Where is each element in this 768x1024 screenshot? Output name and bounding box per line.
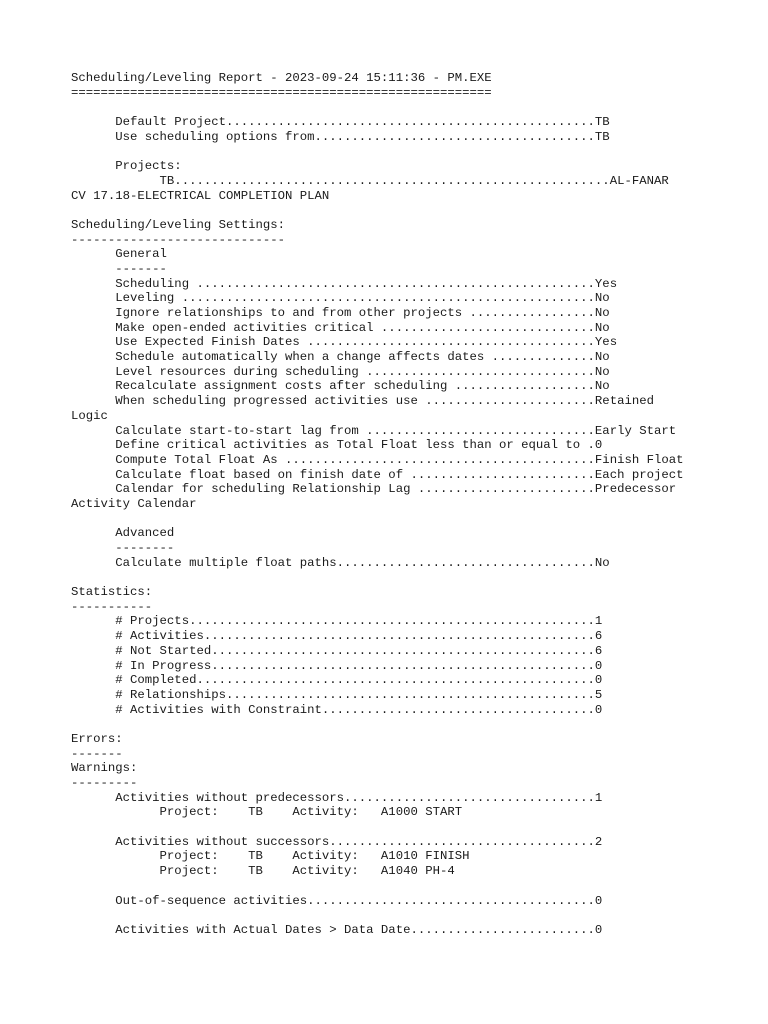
report-line: Project: TB Activity: A1000 START	[71, 805, 463, 820]
report-line: Advanced	[71, 526, 175, 541]
report-line: Activity Calendar	[71, 496, 197, 511]
report-line: # Activities.....................................................6	[71, 629, 603, 644]
report-line: --------	[71, 541, 175, 555]
report-line: =========================================================	[71, 85, 492, 100]
report-line: # Not Started....................................................6	[71, 643, 603, 658]
report-line: Out-of-sequence activities.......................................0	[71, 893, 603, 908]
report-line: Calendar for scheduling Relationship Lag ........................Predecessor	[71, 482, 677, 497]
report-line: Calculate float based on finish date of .........................Each project	[71, 467, 684, 482]
report-line: Project: TB Activity: A1010 FINISH	[71, 849, 470, 864]
report-line: TB...........................................................AL-FANAR	[71, 173, 669, 188]
report-line: Define critical activities as Total Float less than or equal to .0	[71, 438, 603, 453]
report-line	[71, 820, 684, 835]
report-line: General	[71, 247, 167, 262]
report-line: # Relationships..................................................5	[71, 687, 603, 702]
report-line	[71, 908, 684, 923]
report-line	[71, 570, 684, 585]
report-line: # Completed......................................................0	[71, 673, 603, 688]
report-line	[71, 512, 684, 527]
report-line: Errors:	[71, 731, 123, 746]
report-line: Logic	[71, 408, 108, 423]
report-line	[71, 100, 684, 115]
report-line	[71, 203, 684, 218]
report-line: Schedule automatically when a change affects dates ..............No	[71, 350, 610, 365]
report-line: Scheduling/Leveling Report - 2023-09-24 15:11:36 - PM.EXE	[71, 71, 492, 85]
report-line: Ignore relationships to and from other projects .................No	[71, 306, 610, 320]
report-line	[71, 879, 684, 894]
report-line: Calculate start-to-start lag from ...............................Early Start	[71, 423, 677, 438]
report-line: Calculate multiple float paths...................................No	[71, 555, 610, 570]
report-line: Warnings:	[71, 761, 138, 776]
report-line: Use Expected Finish Dates .......................................Yes	[71, 335, 618, 350]
report-line: -------	[71, 746, 123, 761]
report-line: Scheduling/Leveling Settings:	[71, 217, 286, 232]
report-line: Use scheduling options from......................................TB	[71, 129, 610, 144]
report-line: CV 17.18-ELECTRICAL COMPLETION PLAN	[71, 188, 330, 203]
scheduling-leveling-report	[71, 71, 684, 938]
report-line: Project: TB Activity: A1040 PH-4	[71, 864, 455, 879]
report-line: Activities without predecessors..................................1	[71, 790, 603, 805]
report-line: Scheduling ......................................................Yes	[71, 276, 618, 291]
report-line: Leveling ........................................................No	[71, 291, 610, 306]
report-line: Statistics:	[71, 585, 153, 600]
report-line	[71, 144, 684, 159]
report-line: Activities without successors....................................2	[71, 834, 603, 849]
report-line: Compute Total Float As ..........................................Finish Float	[71, 452, 684, 467]
report-line	[71, 717, 684, 732]
report-line: # Projects.......................................................1	[71, 614, 603, 629]
report-line: # In Progress....................................................0	[71, 658, 603, 673]
report-line: Default Project..................................................TB	[71, 115, 610, 130]
report-line: # Activities with Constraint.....................................0	[71, 702, 603, 717]
report-line: Make open-ended activities critical .............................No	[71, 320, 610, 335]
report-line: Level resources during scheduling ...............................No	[71, 364, 610, 379]
report-line: -----------	[71, 599, 153, 614]
report-line: -----------------------------	[71, 232, 286, 247]
report-line: ---------	[71, 776, 138, 790]
report-line: -------	[71, 261, 167, 276]
report-line: When scheduling progressed activities use .......................Retained	[71, 394, 654, 409]
report-line: Activities with Actual Dates > Data Date.........................0	[71, 922, 603, 937]
report-line: Projects:	[71, 159, 182, 174]
report-line: Recalculate assignment costs after scheduling ...................No	[71, 379, 610, 394]
